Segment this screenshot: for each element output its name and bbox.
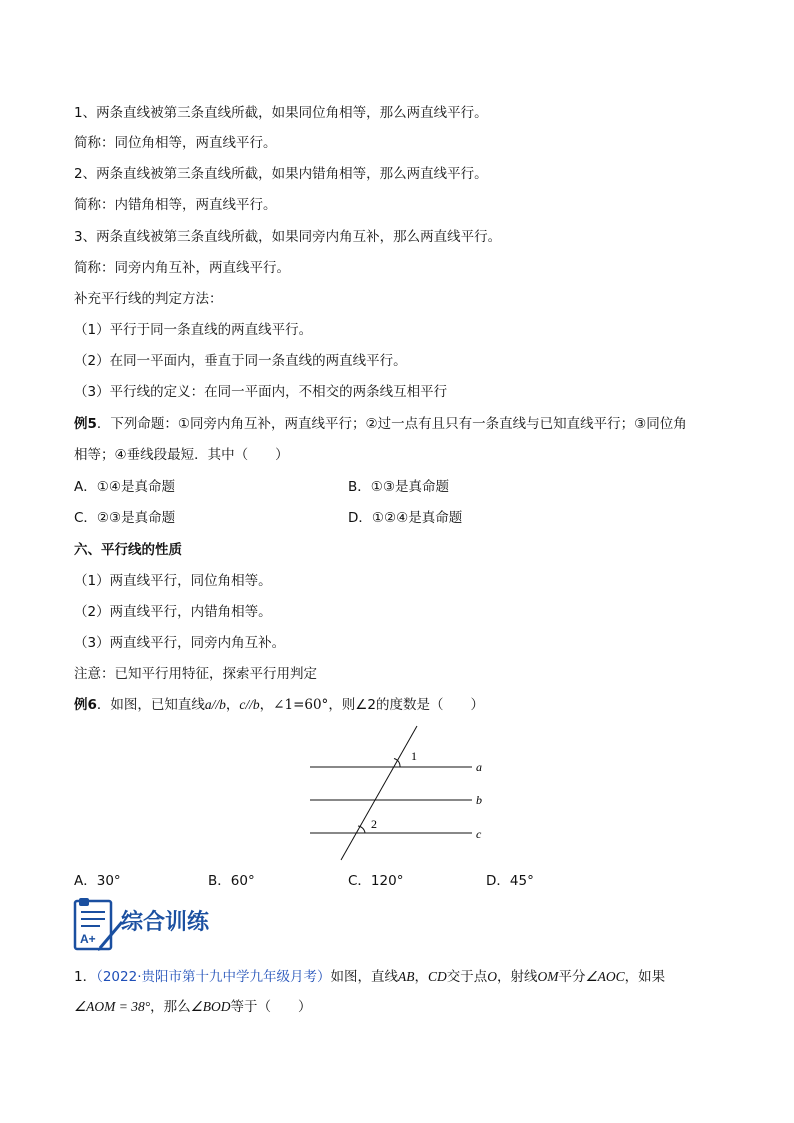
question1-OM: OM — [537, 969, 559, 984]
example6-text1: ．如图，已知直线 — [96, 697, 205, 713]
supplement-2: （2）在同一平面内，垂直于同一条直线的两直线平行。 — [74, 353, 407, 369]
question1-line2b: ，那么 — [150, 999, 191, 1015]
example6-option-b: B．60° — [208, 873, 255, 889]
example5-text1: ．下列命题：①同旁内角互补，两直线平行；②过一点有且只有一条直线与已知直线平行；③同位角 — [96, 416, 687, 432]
section6-title: 六、平行线的性质 — [74, 542, 182, 558]
section6-note: 注意：已知平行用特征，探索平行用判定 — [74, 666, 317, 682]
question1-t4: 平分 — [558, 969, 586, 985]
question1-aom: ∠AOM = 38° — [74, 999, 151, 1014]
question1-t3: ，射线 — [497, 969, 538, 985]
example5-line2: 相等；④垂线段最短．其中（ ） — [74, 447, 289, 463]
example5-option-a: A．①④是真命题 — [74, 479, 175, 495]
rule-1-short: 简称：同位角相等，两直线平行。 — [74, 135, 277, 151]
question1-c1: ， — [414, 969, 428, 985]
example5-label: 例5 — [74, 416, 97, 432]
question1-number: 1． — [74, 969, 97, 985]
question1-AOC: ∠AOC — [585, 969, 625, 984]
question1-line1 — [74, 967, 665, 987]
example6-ab: a//b — [204, 697, 226, 712]
rule-2-short: 简称：内错角相等，两直线平行。 — [74, 197, 277, 213]
question1-CD: CD — [428, 969, 447, 984]
parallel-lines-figure — [300, 720, 500, 865]
question1-line2 — [74, 997, 311, 1017]
example6-angle1: ∠1=60° — [273, 697, 329, 713]
section-title-comprehensive-training: 综合训练 — [121, 910, 210, 935]
example6-text2: ，则∠2的度数是（ ） — [328, 697, 485, 713]
label-b: b — [476, 793, 482, 807]
example5-option-d: D．①②④是真命题 — [348, 510, 463, 526]
supplement-1: （1）平行于同一条直线的两直线平行。 — [74, 322, 313, 338]
supplement-title: 补充平行线的判定方法： — [74, 291, 223, 307]
section6-property-2: （2）两直线平行，内错角相等。 — [74, 604, 272, 620]
question1-t2: 交于点 — [446, 969, 488, 985]
question1-t5: ，如果 — [624, 969, 666, 985]
example6-label: 例6 — [74, 697, 97, 713]
example5-option-c: C．②③是真命题 — [74, 510, 176, 526]
section6-property-1: （1）两直线平行，同位角相等。 — [74, 573, 272, 589]
example6-option-c: C．120° — [348, 873, 404, 889]
rule-1: 1、两条直线被第三条直线所截，如果同位角相等，那么两直线平行。 — [74, 105, 488, 121]
example6-comma1: ， — [225, 697, 240, 713]
example5-option-b: B．①③是真命题 — [348, 479, 449, 495]
angle-2-arc — [358, 826, 365, 833]
question1-O: O — [487, 969, 498, 984]
example6-option-d: D．45° — [486, 873, 534, 889]
example5-line1 — [74, 414, 687, 434]
section6-property-3: （3）两直线平行，同旁内角互补。 — [74, 635, 286, 651]
label-angle-1: 1 — [411, 749, 417, 763]
label-c: c — [476, 827, 482, 841]
supplement-3: （3）平行线的定义：在同一平面内，不相交的两条线互相平行 — [74, 384, 448, 400]
example6-comma2: ， — [259, 697, 274, 713]
question1-AB: AB — [398, 969, 415, 984]
example6-option-a: A．30° — [74, 873, 121, 889]
icon-grade-text: A+ — [80, 932, 96, 946]
example6-line — [74, 695, 484, 715]
question1-t1: 如图，直线 — [330, 969, 398, 985]
label-angle-2: 2 — [371, 817, 377, 831]
label-a: a — [476, 760, 482, 774]
question1-line2c: 等于（ ） — [230, 999, 312, 1015]
rule-3-short: 简称：同旁内角互补，两直线平行。 — [74, 260, 290, 276]
rule-2: 2、两条直线被第三条直线所截，如果内错角相等，那么两直线平行。 — [74, 166, 488, 182]
rule-3: 3、两条直线被第三条直线所截，如果同旁内角互补，那么两直线平行。 — [74, 229, 502, 245]
transversal — [341, 726, 417, 860]
question1-source: （2022·贵阳市第十九中学九年级月考） — [96, 969, 331, 985]
worksheet-icon — [72, 898, 124, 956]
example6-cb: c//b — [239, 697, 260, 712]
question1-BOD: ∠BOD — [190, 999, 231, 1014]
